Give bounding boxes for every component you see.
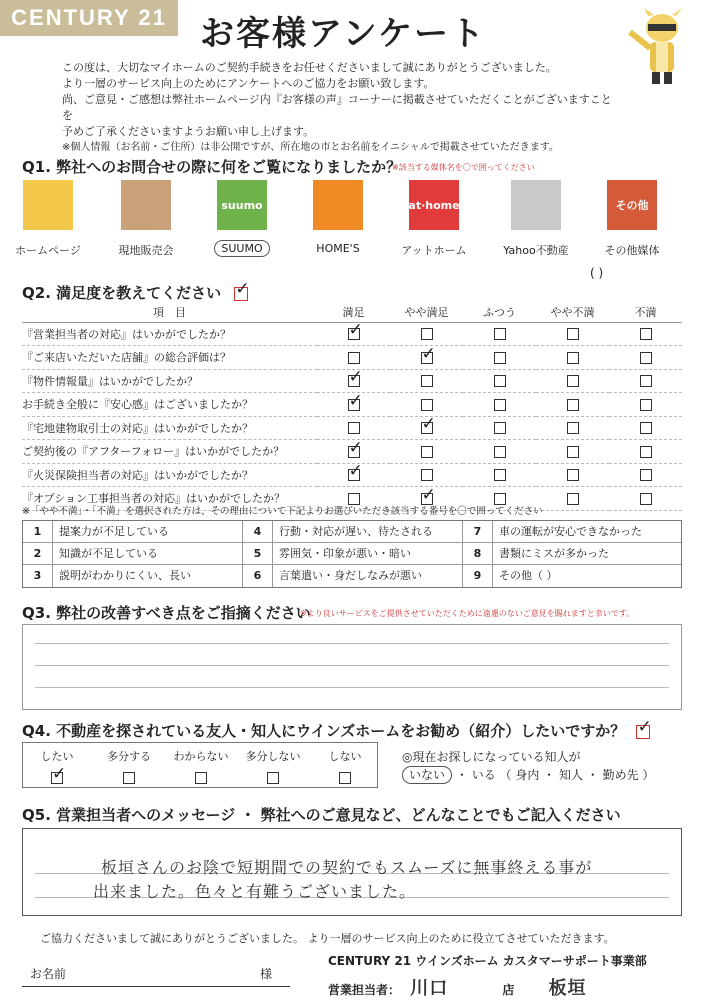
reason-row bbox=[23, 543, 681, 565]
staff-name: 川口 bbox=[410, 978, 449, 999]
q4-heading bbox=[22, 720, 650, 741]
table-row bbox=[22, 322, 682, 346]
privacy-note: ※個人情報（お名前・ご住所）は非公開ですが、所在地の市とお名前をイニシャルで掲載させていただきます。 bbox=[62, 142, 559, 153]
rating-checkbox[interactable] bbox=[494, 352, 506, 364]
reason-text: 車の運転が安心できなかった bbox=[499, 525, 642, 538]
table-row bbox=[22, 463, 682, 487]
question-item: 『オプション工事担当者の対応』はいかがでしたか？ bbox=[22, 487, 317, 511]
q3-answer-box[interactable] bbox=[22, 624, 682, 710]
q3-note: ※より良いサービスをご提供させていただくために遠慮のないご意見を賜れますと幸いです。 bbox=[300, 609, 635, 618]
rating-checkbox[interactable] bbox=[348, 446, 360, 458]
media-label: アットホーム bbox=[401, 244, 467, 257]
recommend-option bbox=[310, 748, 380, 784]
media-logo-icon bbox=[511, 180, 561, 230]
rating-checkbox[interactable] bbox=[421, 446, 433, 458]
rating-checkbox[interactable] bbox=[421, 469, 433, 481]
reason-text: 説明がわかりにくい、長い bbox=[53, 565, 243, 587]
q1-note: ※該当する媒体名を〇で囲ってください bbox=[392, 163, 535, 172]
media-logo-icon: その他 bbox=[607, 180, 657, 230]
media-label: HOME'S bbox=[316, 242, 360, 255]
reason-number[interactable]: 7 bbox=[463, 521, 493, 542]
recommend-checkbox[interactable] bbox=[195, 772, 207, 784]
media-option[interactable] bbox=[590, 180, 674, 280]
recommend-option bbox=[94, 748, 164, 784]
media-option[interactable] bbox=[392, 180, 476, 280]
column-header: 満足 bbox=[317, 302, 390, 322]
rating-checkbox[interactable] bbox=[348, 469, 360, 481]
table-row bbox=[22, 393, 682, 417]
rating-checkbox[interactable] bbox=[640, 422, 652, 434]
column-header: 不満 bbox=[609, 302, 682, 322]
column-header: やや満足 bbox=[390, 302, 463, 322]
rating-checkbox[interactable] bbox=[494, 422, 506, 434]
reason-row bbox=[23, 565, 681, 587]
name-honorific: 様 bbox=[260, 967, 273, 981]
q4-answered-checkbox[interactable] bbox=[636, 725, 650, 739]
recommend-option-label: 多分しない bbox=[245, 750, 301, 763]
recommend-checkbox[interactable] bbox=[51, 772, 63, 784]
recommend-option bbox=[22, 748, 92, 784]
media-option[interactable] bbox=[104, 180, 188, 280]
friend-options bbox=[402, 766, 654, 783]
reason-number[interactable]: 6 bbox=[243, 565, 273, 587]
rating-checkbox[interactable] bbox=[567, 422, 579, 434]
media-option[interactable] bbox=[494, 180, 578, 280]
q5-heading: Q5. 営業担当者へのメッセージ ・ 弊社へのご意見など、どんなことでもご記入ください bbox=[22, 806, 621, 824]
rating-checkbox[interactable] bbox=[494, 399, 506, 411]
question-item: 『火災保険担当者の対応』はいかがでしたか？ bbox=[22, 463, 317, 487]
reason-text: 言葉遣い・身だしなみが悪い bbox=[273, 565, 463, 587]
q1-heading: Q1. 弊社へのお問合せの際に何をご覧になりましたか？ bbox=[22, 158, 402, 176]
rating-checkbox[interactable] bbox=[494, 469, 506, 481]
reason-number[interactable]: 2 bbox=[23, 543, 53, 564]
rating-checkbox[interactable] bbox=[567, 469, 579, 481]
media-option[interactable] bbox=[200, 180, 284, 280]
satisfaction-header-row bbox=[22, 302, 682, 322]
q2-answered-checkbox[interactable] bbox=[234, 287, 248, 301]
rating-checkbox[interactable] bbox=[567, 328, 579, 340]
reason-text: 知識が不足している bbox=[53, 543, 243, 564]
rating-checkbox[interactable] bbox=[421, 352, 433, 364]
mascot-dog-icon bbox=[622, 6, 694, 86]
media-logo-icon: suumo bbox=[217, 180, 267, 230]
intro-line: 予めご了承くださいますようお願い申し上げます。 bbox=[62, 125, 315, 138]
table-row bbox=[22, 346, 682, 370]
q2-follow-note: ※「やや不満」・「不満」を選択された方は、その理由について下記よりお選びいただき該当する番号を〇で囲ってください bbox=[22, 506, 543, 517]
rating-checkbox[interactable] bbox=[348, 399, 360, 411]
question-item: 『宅地建物取引士の対応』はいかがでしたか？ bbox=[22, 416, 317, 440]
reason-number[interactable]: 4 bbox=[243, 521, 273, 542]
reason-text: その他（ ） bbox=[499, 569, 558, 582]
recommend-option bbox=[238, 748, 308, 784]
reason-number[interactable]: 1 bbox=[23, 521, 53, 542]
media-logo-icon bbox=[121, 180, 171, 230]
column-header: ふつう bbox=[463, 302, 536, 322]
rating-checkbox[interactable] bbox=[567, 446, 579, 458]
table-row bbox=[22, 416, 682, 440]
intro-line: 尚、ご意見・ご感想は弊社ホームページ内『お客様の声』コーナーに掲載させていただくことがございますことを bbox=[62, 93, 612, 122]
rating-checkbox[interactable] bbox=[421, 399, 433, 411]
reason-text: 書類にミスが多かった bbox=[499, 547, 609, 560]
rating-checkbox[interactable] bbox=[348, 352, 360, 364]
question-item: 『営業担当者の対応』はいかがでしたか？ bbox=[22, 322, 317, 346]
rating-checkbox[interactable] bbox=[348, 375, 360, 387]
reason-row bbox=[23, 521, 681, 543]
q2-heading bbox=[22, 282, 248, 303]
question-item: 『物件情報量』はいかがでしたか？ bbox=[22, 369, 317, 393]
recommend-checkbox[interactable] bbox=[339, 772, 351, 784]
recommend-checkbox[interactable] bbox=[123, 772, 135, 784]
reason-number[interactable]: 3 bbox=[23, 565, 53, 587]
q1-other-paren: ( ) bbox=[590, 266, 604, 280]
rating-checkbox[interactable] bbox=[567, 493, 579, 505]
rating-checkbox[interactable] bbox=[421, 328, 433, 340]
footer-brand: CENTURY 21 ウインズホーム カスタマーサポート事業部 bbox=[328, 954, 647, 968]
table-row bbox=[22, 369, 682, 393]
reason-number[interactable]: 9 bbox=[463, 565, 493, 587]
reason-number[interactable]: 8 bbox=[463, 543, 493, 564]
rating-checkbox[interactable] bbox=[567, 399, 579, 411]
recommend-option-label: しない bbox=[328, 750, 362, 763]
media-option[interactable] bbox=[296, 180, 380, 280]
media-logo-icon bbox=[23, 180, 73, 230]
recommend-option-label: 多分する bbox=[107, 750, 151, 763]
media-label: SUUMO bbox=[214, 240, 269, 257]
rating-checkbox[interactable] bbox=[421, 422, 433, 434]
friend-separator: ・ bbox=[455, 768, 468, 782]
friend-relation-options: （ 身内 ・ 知人 ・ 勤め先 ） bbox=[499, 768, 655, 782]
media-logo-icon bbox=[313, 180, 363, 230]
writing-line bbox=[35, 643, 669, 644]
question-item: ご契約後の『アフターフォロー』はいかがでしたか？ bbox=[22, 440, 317, 464]
rating-checkbox[interactable] bbox=[640, 493, 652, 505]
intro-line: この度は、大切なマイホームのご契約手続きをお任せくださいまして誠にありがとうございました。 bbox=[62, 61, 557, 74]
media-label: ホームページ bbox=[15, 244, 81, 257]
store-label: 店 bbox=[502, 983, 515, 997]
friend-label: ◎現在お探しになっている知人が bbox=[402, 750, 581, 764]
media-label: その他媒体 bbox=[604, 244, 660, 257]
reason-number[interactable]: 5 bbox=[243, 543, 273, 564]
recommend-option-label: わからない bbox=[173, 750, 229, 763]
page-title: お客様アンケート bbox=[200, 14, 486, 54]
name-label: お名前 bbox=[30, 967, 67, 981]
media-label: Yahoo不動産 bbox=[503, 244, 569, 257]
handwritten-answer-line: 出来ました。色々と有難うございました。 bbox=[93, 882, 417, 901]
rating-checkbox[interactable] bbox=[640, 399, 652, 411]
media-label: 現地販売会 bbox=[118, 244, 174, 257]
reason-text: 雰囲気・印象が悪い・暗い bbox=[273, 543, 463, 564]
rating-checkbox[interactable] bbox=[640, 328, 652, 340]
question-item: 『ご来店いただいた店舗』の総合評価は？ bbox=[22, 346, 317, 370]
rating-checkbox[interactable] bbox=[640, 469, 652, 481]
footer-thanks: ご協力くださいまして誠にありがとうございました。 より一層のサービス向上のために役立てさせていただきます。 bbox=[40, 932, 615, 945]
writing-line bbox=[35, 687, 669, 688]
rating-checkbox[interactable] bbox=[421, 375, 433, 387]
satisfaction-table bbox=[22, 302, 682, 511]
intro-text bbox=[62, 60, 622, 156]
rating-checkbox[interactable] bbox=[640, 375, 652, 387]
media-logo-icon: at·home bbox=[409, 180, 459, 230]
q5-answer-box[interactable] bbox=[22, 828, 682, 916]
staff-label: 営業担当者： bbox=[328, 983, 401, 997]
friend-yes-option[interactable]: いる bbox=[471, 768, 496, 782]
rating-checkbox[interactable] bbox=[640, 352, 652, 364]
q2-heading-text: Q2. 満足度を教えてください bbox=[22, 284, 222, 302]
brand-logo: CENTURY 21 bbox=[0, 0, 178, 36]
media-option[interactable] bbox=[6, 180, 90, 280]
rating-checkbox[interactable] bbox=[567, 352, 579, 364]
writing-line bbox=[35, 665, 669, 666]
rating-checkbox[interactable] bbox=[494, 446, 506, 458]
question-item: お手続き全般に『安心感』はございましたか？ bbox=[22, 393, 317, 417]
table-row bbox=[22, 440, 682, 464]
recommend-checkbox[interactable] bbox=[267, 772, 279, 784]
reason-text: 提案力が不足している bbox=[53, 521, 243, 542]
q4-heading-text: Q4. 不動産を探されている友人・知人にウインズホームをお勧め（紹介）したいですか？ bbox=[22, 722, 626, 740]
rating-checkbox[interactable] bbox=[567, 375, 579, 387]
intro-line: より一層のサービス向上のためにアンケートへのご協力をお願い致します。 bbox=[62, 77, 435, 90]
reason-text: 行動・対応が遅い、待たされる bbox=[273, 521, 463, 542]
reason-grid bbox=[22, 520, 682, 588]
staff-line bbox=[328, 974, 587, 1000]
q3-heading: Q3. 弊社の改善すべき点をご指摘ください bbox=[22, 604, 311, 622]
rating-checkbox[interactable] bbox=[494, 375, 506, 387]
recommend-option bbox=[166, 748, 236, 784]
column-header: やや不満 bbox=[536, 302, 609, 322]
rating-checkbox[interactable] bbox=[640, 446, 652, 458]
column-header: 項 目 bbox=[22, 302, 317, 322]
recommend-option-label: したい bbox=[40, 750, 74, 763]
name-field[interactable] bbox=[22, 986, 290, 987]
rating-checkbox[interactable] bbox=[494, 328, 506, 340]
rating-checkbox[interactable] bbox=[348, 328, 360, 340]
store-name: 板垣 bbox=[548, 978, 587, 999]
rating-checkbox[interactable] bbox=[348, 422, 360, 434]
handwritten-answer-line: 板垣さんのお陰で短期間での契約でもスムーズに無事終える事が bbox=[101, 858, 593, 877]
friend-none-option[interactable]: いない bbox=[402, 766, 452, 784]
